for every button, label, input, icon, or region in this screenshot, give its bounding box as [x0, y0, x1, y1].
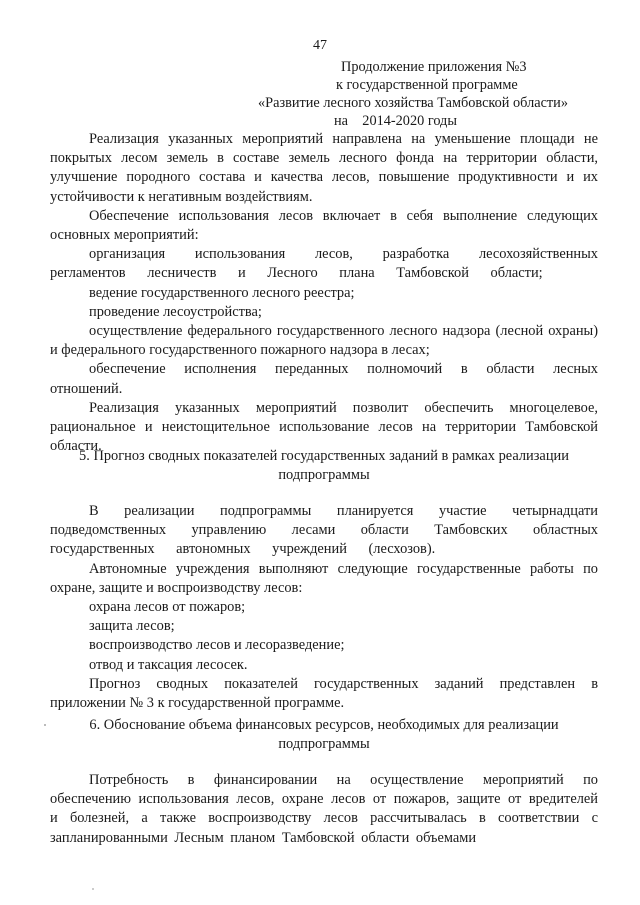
- appendix-header: [258, 58, 608, 130]
- section-title-line: подпрограммы: [278, 736, 370, 752]
- state-tasks-block: [50, 502, 598, 713]
- paragraph-financing: Потребность в финансировании на осуществление мероприятий по обеспечению использования лесов, охране лесов от пожаров, защите от вредителей и болезней, а также воспроизводству лесов рассчитывалась в соответствии с запланированными Лесным планом Тамбовской области объемами: [50, 772, 598, 846]
- paragraph-participation: В реализации подпрограммы планируется участие четырнадцати подведомственных управлению лесами области Тамбовских областных государственных автономных учреждений (лесхозов).: [50, 503, 598, 558]
- paragraph-measures-goal: Реализация указанных мероприятий направлена на уменьшение площади не покрытых лесом земель в составе земель лесного фонда на территории области, улучшение породного состава и качества лесов, повышение продуктивности и их устойчивости к негативным воздействиям.: [50, 131, 598, 205]
- header-line-3: «Развитие лесного хозяйства Тамбовской области»: [258, 95, 568, 111]
- list-item: защита лесов;: [89, 618, 175, 635]
- page-number: 47: [313, 38, 327, 53]
- header-line-4: на 2014-2020 годы: [334, 113, 457, 129]
- paragraph-measures-result: Реализация указанных мероприятий позволит обеспечить многоцелевое, рациональное и неистощительное использование лесов на территории Тамбовской области.: [50, 399, 598, 455]
- list-item: охрана лесов от пожаров;: [89, 599, 246, 616]
- section-6-heading: [50, 716, 598, 754]
- header-line-2: к государственной программе: [336, 77, 518, 93]
- list-item: отвод и таксация лесосек.: [89, 656, 248, 673]
- list-item: обеспечение исполнения переданных полномочий в области лесных отношений.: [50, 361, 598, 397]
- scan-speck: [92, 888, 94, 890]
- financing-block: [50, 771, 598, 848]
- list-item: воспроизводство лесов и лесоразведение;: [89, 637, 345, 654]
- list-item: организация использования лесов, разработка лесохозяйственных регламентов лесничеств и Лесного плана Тамбовской области;: [50, 246, 598, 282]
- list-item: осуществление федерального государственного лесного надзора (лесной охраны) и федерального государственного пожарного надзора в лесах;: [50, 323, 598, 359]
- section-title-line: подпрограммы: [278, 467, 370, 483]
- header-line-1: Продолжение приложения №3: [341, 59, 527, 75]
- paragraph-forest-use: Обеспечение использования лесов включает в себя выполнение следующих основных мероприятий:: [50, 207, 598, 244]
- section-title-line: 6. Обоснование объема финансовых ресурсов, необходимых для реализации: [89, 717, 559, 733]
- paragraph-forecast: Прогноз сводных показателей государственных заданий представлен в приложении № 3 к государственной программе.: [50, 675, 598, 712]
- measures-block: [50, 130, 598, 456]
- list-item: ведение государственного лесного реестра;: [89, 284, 355, 301]
- scan-speck: [44, 724, 46, 726]
- section-title-line: 5. Прогноз сводных показателей государственных заданий в рамках реализации: [79, 448, 569, 464]
- section-5-heading: [50, 447, 598, 485]
- list-item: проведение лесоустройства;: [89, 303, 262, 320]
- paragraph-works: Автономные учреждения выполняют следующие государственные работы по охране, защите и воспроизводству лесов:: [50, 560, 598, 596]
